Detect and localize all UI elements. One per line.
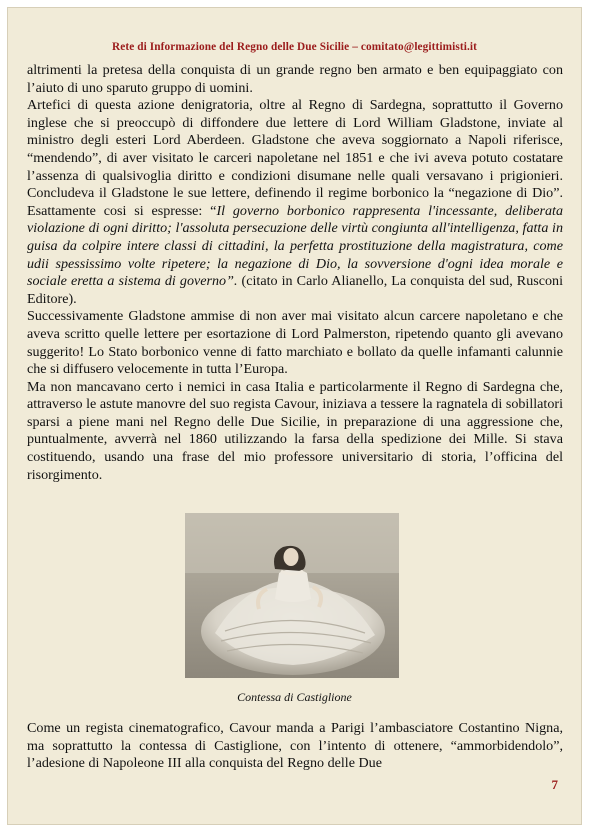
body-text-top xyxy=(27,62,563,484)
paragraph-2 xyxy=(27,97,563,308)
paragraph-4: Ma non mancavano certo i nemici in casa Italia e particolarmente il Regno di Sardegna che, attraverso le astute manovre del suo regista Cavour, iniziava a tessere la ragnatela di sobillatori sparsi a piene mani nel Regno delle Due Sicilie, in preparazione di una aggressione che, puntualmente, avverrà nel 1860 utilizzando la farsa della spedizione dei Mille. Si stava costituendo, usando una frase del mio professore universitario di storia, l’officina del risorgimento. xyxy=(27,378,563,483)
paragraph-1: altrimenti la pretesa della conquista di un grande regno ben armato e ben equipaggiato con l’aiuto di uno sparuto gruppo di uomini. xyxy=(27,62,563,96)
document-page xyxy=(7,7,582,825)
page-number: 7 xyxy=(551,777,558,792)
page-header: Rete di Informazione del Regno delle Due Sicilie – comitato@legittimisti.it xyxy=(111,41,477,53)
castiglione-photo-illustration xyxy=(185,513,399,678)
castiglione-photo xyxy=(185,513,399,678)
paragraph-5: Come un regista cinematografico, Cavour manda a Parigi l’ambasciatore Costantino Nigna, ma soprattutto la contessa di Castiglione, con l’intento di ottenere, “ammorbidendolo”, l’adesione di Napoleone III alla conquista del Regno delle Due xyxy=(27,720,563,772)
paragraph-2-intro: Artefici di questa azione denigratoria, oltre al Regno di Sardegna, soprattutto il Governo inglese che si preoccupò di diffondere due lettere di Lord William Gladstone, inviate al ministro degli esteri Lord Aberdeen. Gladstone che aveva soggiornato a Napoli riferisce, “mendendo”, di aver visitato le carceri napoletane nel 1851 e che ivi aveva potuto costatare l’assenza di qualsivoglia diritto e condizioni disumane nelle quali versavano i prigionieri. Concludeva il Gladstone le sue lettere, definendo il regime borbonico la “negazione di Dio”. Esattamente cosi si espresse: “ xyxy=(27,97,563,219)
body-text-bottom xyxy=(27,720,563,773)
paragraph-3: Successivamente Gladstone ammise di non aver mai visitato alcun carcere napoletano e che aveva scritto quelle lettere per esortazione di Lord Palmerston, ripetendo quanto gli avevano suggerito! Lo Stato borbonico venne di fatto marchiato e bollato da quelle infamanti calunnie che si diffusero velocemente in tutta l’Europa. xyxy=(27,308,563,378)
gladstone-quote: Il governo borbonico rappresenta l'incessante, deliberata violazione di ogni diritto; l'assoluta persecuzione delle virtù congiunta all'intelligenza, fatta in guisa da colpire intere classi di cittadini, la perfetta prostituzione della magistratura, come udii spessissimo volte ripetere; la negazione di Dio, la sovversione d'ogni idea morale e sociale eretta a sistema di governo”. xyxy=(27,202,564,290)
figure-caption: Contessa di Castiglione xyxy=(237,690,352,704)
paragraph-2-citation: (citato in Carlo Alianello, La conquista del sud, Rusconi Editore). xyxy=(27,273,563,307)
